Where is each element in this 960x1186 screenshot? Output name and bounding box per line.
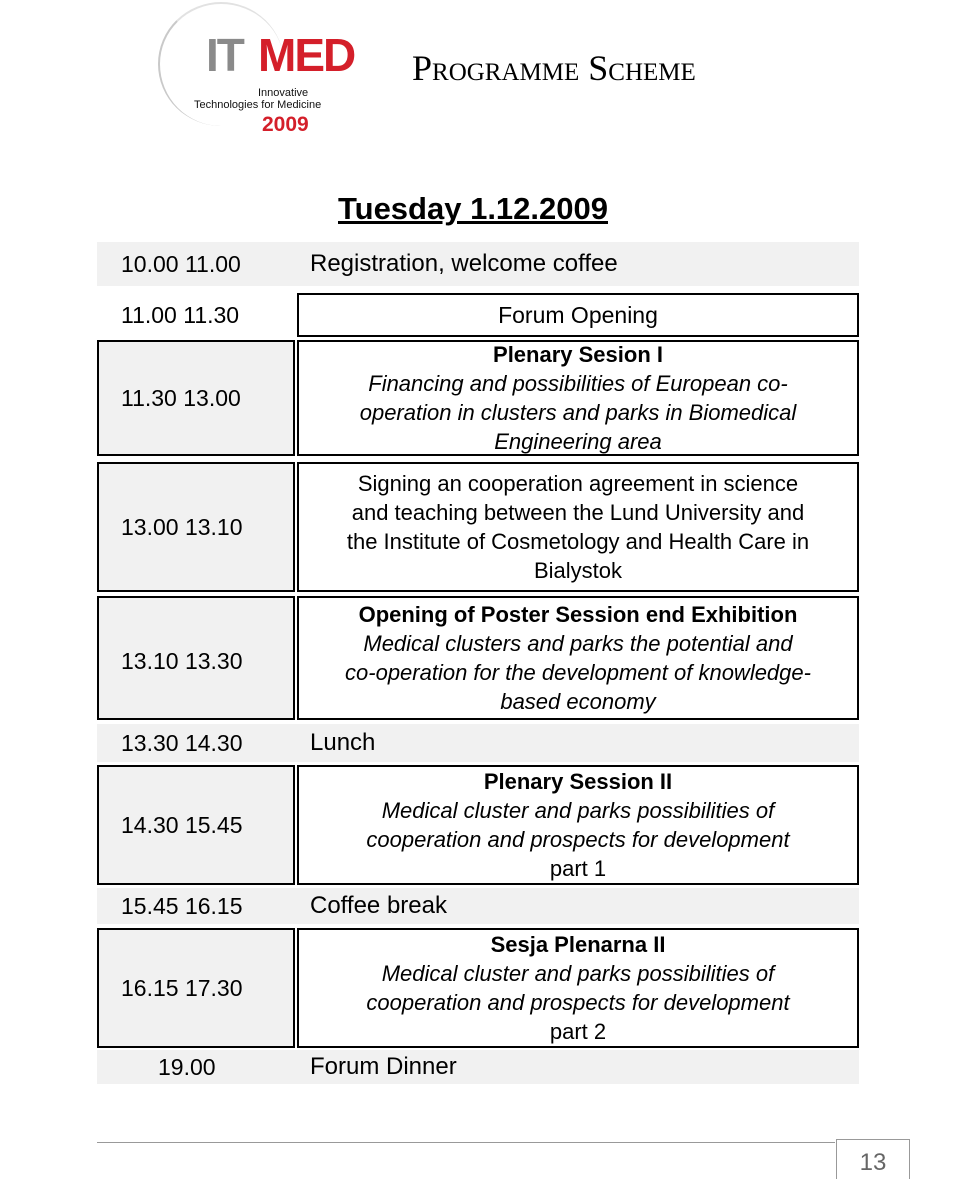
session-description-line: based economy bbox=[500, 689, 656, 714]
session-description-line: part 2 bbox=[549, 1019, 607, 1044]
schedule-activity: Lunch bbox=[310, 729, 376, 756]
session-description-line: and teaching between the Lund University and bbox=[351, 500, 805, 525]
schedule-time: 15.45 16.15 bbox=[121, 893, 243, 919]
itmed-logo bbox=[150, 2, 355, 142]
schedule-time: 11.30 13.00 bbox=[121, 385, 241, 411]
session-title: Plenary Session II bbox=[483, 769, 673, 794]
page-title: Programme Scheme bbox=[412, 48, 696, 88]
session-description-line: co-operation for the development of knowledge- bbox=[345, 660, 811, 685]
page-number: 13 bbox=[836, 1139, 910, 1179]
schedule-box-forum-opening bbox=[297, 293, 859, 337]
session-description-line: cooperation and prospects for development bbox=[366, 827, 790, 852]
session-title: Forum Opening bbox=[498, 301, 658, 328]
logo-tagline-1: Innovative bbox=[258, 87, 309, 99]
session-title: Opening of Poster Session end Exhibition bbox=[358, 602, 798, 627]
schedule-box-plenary-1 bbox=[297, 340, 859, 456]
schedule-box-signing bbox=[297, 462, 859, 592]
session-description-line: part 1 bbox=[549, 856, 607, 881]
schedule-time: 10.00 11.00 bbox=[121, 251, 241, 277]
schedule-activity: Coffee break bbox=[310, 892, 447, 919]
logo-it-text: IT bbox=[206, 29, 243, 81]
logo-med-text: MED bbox=[258, 29, 355, 81]
schedule-time: 13.30 14.30 bbox=[121, 730, 243, 756]
session-description-line: Signing an cooperation agreement in science bbox=[357, 471, 799, 496]
session-description-line: Bialystok bbox=[533, 558, 623, 583]
schedule-box-plenary-2 bbox=[297, 765, 859, 885]
session-description-line: Financing and possibilities of European co- bbox=[368, 371, 788, 396]
session-title: Plenary Sesion I bbox=[493, 342, 663, 367]
logo-year: 2009 bbox=[262, 113, 309, 136]
session-description-line: operation in clusters and parks in Biomedical bbox=[359, 400, 797, 425]
schedule-activity: Registration, welcome coffee bbox=[310, 250, 618, 277]
schedule-box-sesja-plenarna-2 bbox=[297, 928, 859, 1048]
logo-tagline-2: Technologies for Medicine bbox=[194, 99, 322, 111]
schedule-time: 13.10 13.30 bbox=[121, 648, 243, 674]
session-title: Sesja Plenarna II bbox=[490, 932, 666, 957]
session-description-line: Medical clusters and parks the potential and bbox=[363, 631, 793, 656]
schedule-activity: Forum Dinner bbox=[310, 1053, 457, 1080]
session-description-line: the Institute of Cosmetology and Health Care in bbox=[346, 529, 810, 554]
session-description-line: Medical cluster and parks possibilities of bbox=[381, 961, 775, 986]
schedule-time: 19.00 bbox=[158, 1054, 216, 1080]
schedule-box-poster-session bbox=[297, 596, 859, 720]
session-description-line: Medical cluster and parks possibilities of bbox=[381, 798, 775, 823]
schedule-time: 11.00 11.30 bbox=[121, 302, 240, 328]
schedule-time: 14.30 15.45 bbox=[121, 812, 243, 838]
day-heading: Tuesday 1.12.2009 bbox=[338, 191, 608, 226]
schedule-time: 13.00 13.10 bbox=[121, 514, 243, 540]
footer-rule bbox=[97, 1142, 835, 1143]
schedule-time: 16.15 17.30 bbox=[121, 975, 243, 1001]
session-description-line: cooperation and prospects for development bbox=[366, 990, 790, 1015]
session-description-line: Engineering area bbox=[494, 429, 662, 454]
